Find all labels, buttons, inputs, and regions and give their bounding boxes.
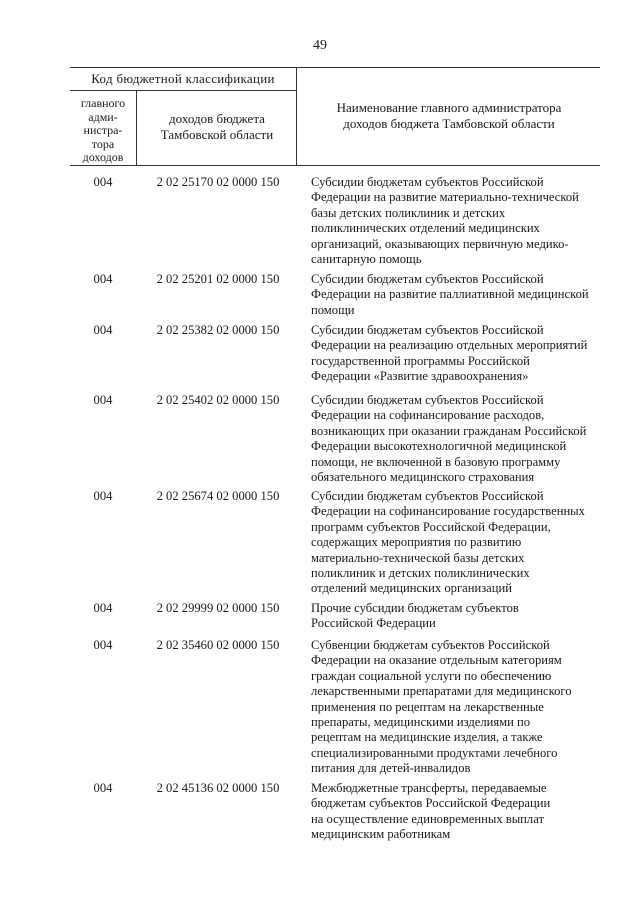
row-name-line: на осуществление единовременных выплат <box>311 811 544 826</box>
row-name-line: содержащих мероприятия по развитию <box>311 535 522 550</box>
row-name-line: поликлиник и детских поликлинических <box>311 566 530 581</box>
row-code: 2 02 25170 02 0000 150 <box>156 175 280 189</box>
row-name-line: медицинским работникам <box>311 827 451 842</box>
row-name-line: Субсидии бюджетам субъектов Российской <box>311 175 544 189</box>
row-name-line: отделений медицинских организаций <box>311 581 512 596</box>
row-name <box>311 175 601 267</box>
row-name-line: Федерации на оказание отдельным категориям <box>311 653 562 668</box>
row-name-line: Федерации на софинансирование государственных <box>311 504 585 519</box>
row-admin: 004 <box>93 323 113 337</box>
row-name-line: санитарную помощь <box>311 252 422 267</box>
row-name-line: Субвенции бюджетам субъектов Российской <box>311 638 550 652</box>
row-name-line: Субсидии бюджетам субъектов Российской <box>311 489 544 503</box>
header-admin-line: тора <box>91 136 115 151</box>
row-name-line: специализированными продуктами лечебного <box>311 745 558 760</box>
row-name-line: Прочие субсидии бюджетам субъектов <box>311 601 519 615</box>
row-name-line: возникающих при оказании гражданам Российской <box>311 423 587 438</box>
row-name-line: питания для детей-инвалидов <box>311 761 471 776</box>
row-admin: 004 <box>93 781 113 795</box>
row-code: 2 02 25382 02 0000 150 <box>156 323 280 337</box>
row-name-line: Федерации на развитие паллиативной медицинской <box>311 287 589 302</box>
row-name-line: Российской Федерации <box>311 616 436 631</box>
row-name-line: Федерации на софинансирование расходов, <box>311 408 545 423</box>
row-code: 2 02 25201 02 0000 150 <box>156 272 280 286</box>
row-admin: 004 <box>93 638 113 652</box>
row-name-line: препараты, медицинскими изделиями по <box>311 715 531 730</box>
header-kbk: Код бюджетной классификации <box>91 71 275 86</box>
header-admin-line: доходов <box>82 150 124 164</box>
row-code: 2 02 35460 02 0000 150 <box>156 638 280 652</box>
row-name-line: помощи, не включенной в базовую программу <box>311 454 561 469</box>
row-name-line: помощи <box>311 302 355 317</box>
header-name <box>298 100 600 132</box>
row-name-line: Межбюджетные трансферты, передаваемые <box>311 781 547 795</box>
row-name <box>311 489 601 597</box>
row-name <box>311 393 601 485</box>
row-name-line: Субсидии бюджетам субъектов Российской <box>311 272 544 286</box>
row-name-line: Федерации «Развитие здравоохранения» <box>311 369 529 384</box>
header-name-line: Наименование главного администратора <box>336 100 562 115</box>
row-code: 2 02 29999 02 0000 150 <box>156 601 280 615</box>
row-admin: 004 <box>93 601 113 615</box>
header-admin-line: адми- <box>88 109 118 124</box>
row-name-line: бюджетам субъектов Российской Федерации <box>311 796 551 811</box>
row-name <box>311 638 601 777</box>
header-income-line: доходов бюджета <box>169 111 265 126</box>
header-name-line: доходов бюджета Тамбовской области <box>343 116 555 131</box>
row-name-line: Федерации на развитие материально-технической <box>311 190 579 205</box>
row-name <box>311 272 601 318</box>
row-name-line: Федерации на реализацию отдельных мероприятий <box>311 338 588 353</box>
row-admin: 004 <box>93 489 113 503</box>
row-name-line: Субсидии бюджетам субъектов Российской <box>311 323 544 337</box>
header-admin <box>70 97 136 165</box>
row-name-line: материально-технической базы детских <box>311 550 525 565</box>
header-admin-line: нистра- <box>83 123 123 137</box>
row-name-line: лекарственными препаратами для медицинского <box>311 684 572 699</box>
row-code: 2 02 45136 02 0000 150 <box>156 781 280 795</box>
col-divider-2 <box>296 67 297 165</box>
header-income-line: Тамбовской области <box>160 127 274 142</box>
row-name-line: базы детских поликлиник и детских <box>311 205 506 220</box>
row-name-line: рецептам на медицинские изделия, а также <box>311 730 543 745</box>
row-name-line: обязательного медицинского страхования <box>311 470 535 485</box>
row-code: 2 02 25674 02 0000 150 <box>156 489 280 503</box>
row-name <box>311 781 601 843</box>
col-divider-1 <box>136 91 137 165</box>
row-name-line: поликлинических отделений медицинских <box>311 221 540 236</box>
row-name-line: государственной программы Российской <box>311 353 530 368</box>
row-admin: 004 <box>93 393 113 407</box>
header-bottom-border <box>70 165 600 166</box>
header-income <box>138 111 296 143</box>
row-name-line: Субсидии бюджетам субъектов Российской <box>311 393 544 407</box>
row-code: 2 02 25402 02 0000 150 <box>156 393 280 407</box>
row-name-line: Федерации высокотехнологичной медицинской <box>311 439 567 454</box>
header-admin-line: главного <box>80 96 126 110</box>
row-name-line: программ субъектов Российской Федерации, <box>311 519 551 534</box>
row-name-line: граждан социальной услуги по обеспечению <box>311 668 552 683</box>
row-name <box>311 323 601 385</box>
row-admin: 004 <box>93 272 113 286</box>
kbk-bottom-border <box>70 90 296 91</box>
page-number: 49 <box>313 38 327 53</box>
row-name-line: применения по рецептам на лекарственные <box>311 699 544 714</box>
row-name <box>311 601 601 632</box>
row-name-line: организаций, оказывающих первичную медико- <box>311 236 569 251</box>
row-admin: 004 <box>93 175 113 189</box>
